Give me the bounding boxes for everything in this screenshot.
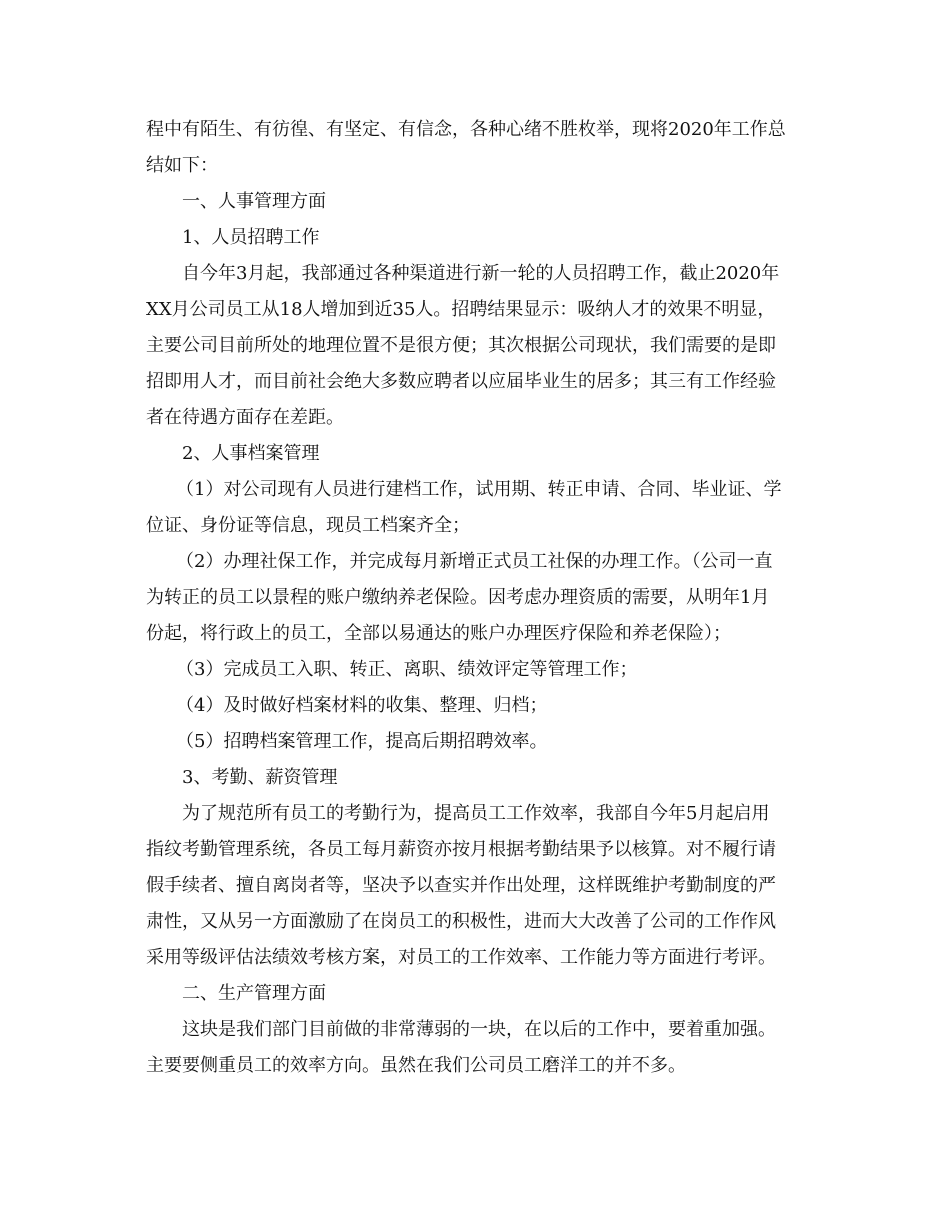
paragraph-line: 为转正的员工以景程的账户缴纳养老保险。因考虑办理资质的需要，从明年1月 <box>146 587 770 608</box>
list-item: （4）及时做好档案材料的收集、整理、归档； <box>176 695 548 716</box>
document-body <box>146 112 806 1084</box>
paragraph-line: 肃性，又从另一方面激励了在岗员工的积极性，进而大大改善了公司的工作作风 <box>146 911 776 932</box>
paragraph-line: 份起，将行政上的员工，全部以易通达的账户办理医疗保险和养老保险）； <box>146 623 731 644</box>
paragraph-line: 主要公司目前所处的地理位置不是很方便；其次根据公司现状，我们需要的是即 <box>146 335 776 356</box>
paragraph-line: 这块是我们部门目前做的非常薄弱的一块，在以后的工作中，要着重加强。 <box>182 1019 776 1040</box>
list-item: （2）办理社保工作，并完成每月新增正式员工社保的办理工作。（公司一直 <box>176 551 773 572</box>
paragraph-line: 程中有陌生、有彷徨、有坚定、有信念，各种心绪不胜枚举，现将2020年工作总 <box>146 119 786 140</box>
paragraph-line: 自今年3月起，我部通过各种渠道进行新一轮的人员招聘工作，截止2020年 <box>182 263 780 284</box>
section-heading: 二、生产管理方面 <box>182 983 326 1004</box>
paragraph-line: 结如下： <box>146 155 218 176</box>
list-item: （5）招聘档案管理工作，提高后期招聘效率。 <box>176 731 548 752</box>
section-heading: 一、人事管理方面 <box>182 191 326 212</box>
subsection-heading: 2、人事档案管理 <box>182 443 320 464</box>
list-item: （1）对公司现有人员进行建档工作，试用期、转正申请、合同、毕业证、学 <box>176 479 782 500</box>
subsection-heading: 1、人员招聘工作 <box>182 227 320 248</box>
paragraph-line: 招即用人才，而目前社会绝大多数应聘者以应届毕业生的居多；其三有工作经验 <box>146 371 776 392</box>
paragraph-line: 为了规范所有员工的考勤行为，提高员工工作效率，我部自今年5月起启用 <box>182 803 770 824</box>
paragraph-line: 指纹考勤管理系统，各员工每月薪资亦按月根据考勤结果予以核算。对不履行请 <box>146 839 776 860</box>
subsection-heading: 3、考勤、薪资管理 <box>182 767 338 788</box>
paragraph-line: 者在待遇方面存在差距。 <box>146 407 344 428</box>
paragraph-line: 假手续者、擅自离岗者等，坚决予以查实并作出处理，这样既维护考勤制度的严 <box>146 875 776 896</box>
paragraph-line: 采用等级评估法绩效考核方案，对员工的工作效率、工作能力等方面进行考评。 <box>146 947 776 968</box>
paragraph-line: 位证、身份证等信息，现员工档案齐全； <box>146 515 470 536</box>
paragraph-line: 主要要侧重员工的效率方向。虽然在我们公司员工磨洋工的并不多。 <box>146 1055 686 1076</box>
paragraph-line: XX月公司员工从18人增加到近35人。招聘结果显示：吸纳人才的效果不明显， <box>146 299 776 320</box>
list-item: （3）完成员工入职、转正、离职、绩效评定等管理工作； <box>176 659 638 680</box>
